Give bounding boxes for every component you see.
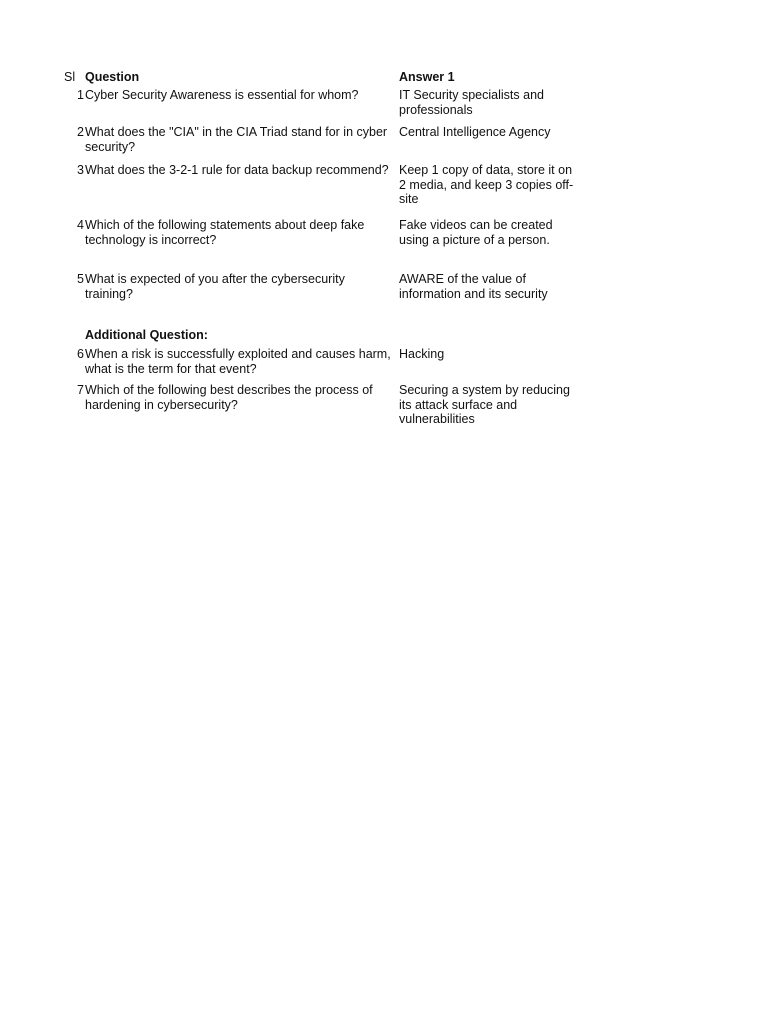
row-number: 1 bbox=[77, 88, 84, 102]
answer-cell: Central Intelligence Agency bbox=[399, 125, 551, 139]
answer-cell: AWARE of the value of information and its security bbox=[399, 272, 548, 301]
question-cell: What is expected of you after the cybersecurity training? bbox=[85, 272, 345, 301]
additional-heading: Additional Question: bbox=[85, 328, 208, 342]
answer-cell: Fake videos can be created using a picture of a person. bbox=[399, 218, 553, 247]
header-sl: Sl bbox=[64, 70, 76, 84]
row-number: 4 bbox=[77, 218, 84, 232]
question-cell: What does the 3-2-1 rule for data backup recommend? bbox=[85, 163, 389, 177]
row-number: 6 bbox=[77, 347, 84, 361]
header-answer: Answer 1 bbox=[399, 70, 455, 84]
question-cell: Which of the following best describes the process of hardening in cybersecurity? bbox=[85, 383, 373, 412]
answer-cell: Keep 1 copy of data, store it on 2 media, and keep 3 copies off-site bbox=[399, 163, 574, 206]
answer-cell: Hacking bbox=[399, 347, 445, 361]
question-cell: Cyber Security Awareness is essential for whom? bbox=[85, 88, 359, 102]
answer-cell: IT Security specialists and professionals bbox=[399, 88, 544, 117]
question-cell: Which of the following statements about deep fake technology is incorrect? bbox=[85, 218, 365, 247]
row-number: 7 bbox=[77, 383, 84, 397]
question-cell: What does the "CIA" in the CIA Triad stand for in cyber security? bbox=[85, 125, 388, 154]
row-number: 5 bbox=[77, 272, 84, 286]
row-number: 3 bbox=[77, 163, 84, 177]
row-number: 2 bbox=[77, 125, 84, 139]
answer-cell: Securing a system by reducing its attack surface and vulnerabilities bbox=[399, 383, 570, 426]
question-cell: When a risk is successfully exploited and causes harm, what is the term for that event? bbox=[85, 347, 391, 376]
header-question: Question bbox=[85, 70, 140, 84]
